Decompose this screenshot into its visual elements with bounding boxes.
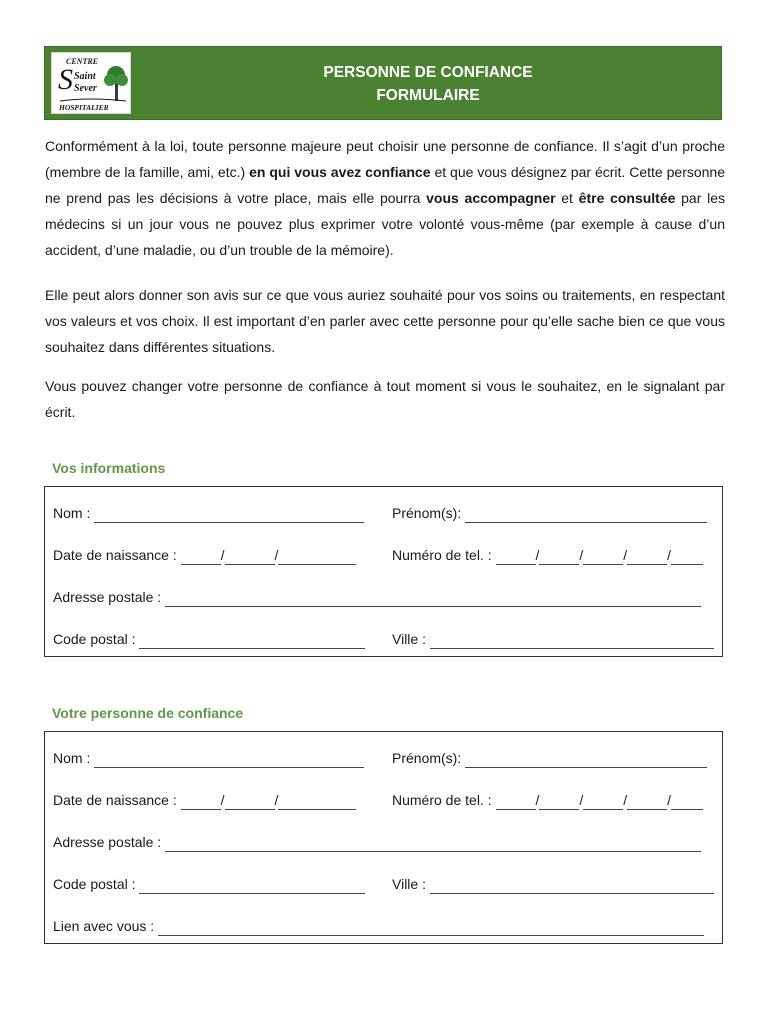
date-year-line[interactable] bbox=[278, 550, 356, 565]
ville-input-line[interactable] bbox=[430, 634, 714, 649]
tel-part-4[interactable] bbox=[627, 550, 667, 565]
field-confiance-nom[interactable]: Nom : bbox=[53, 748, 364, 768]
intro-paragraph-3: Vous pouvez changer votre personne de confiance à tout moment si vous le souhaitez, en le signalant par écrit. bbox=[45, 378, 725, 420]
field-date-naissance[interactable]: Date de naissance : / / bbox=[53, 545, 356, 565]
field-adresse[interactable]: Adresse postale : bbox=[53, 587, 701, 607]
tel-part-2[interactable] bbox=[539, 550, 579, 565]
field-telephone[interactable]: Numéro de tel. : / / / / bbox=[392, 545, 703, 565]
confiance-tel-part-2[interactable] bbox=[539, 795, 579, 810]
tel-part-3[interactable] bbox=[583, 550, 623, 565]
intro-paragraph-2: Elle peut alors donner son avis sur ce que vous auriez souhaité pour vos soins ou traitements, en respectant vos valeurs et vos choix. Il est important d’en parler avec cette personne pour qu’elle sache bien ce que vous souhaitez dans différentes situations. bbox=[45, 287, 725, 355]
field-confiance-telephone[interactable]: Numéro de tel. : / / / / bbox=[392, 790, 703, 810]
confiance-tel-part-1[interactable] bbox=[496, 795, 536, 810]
centre-hospitalier-logo bbox=[51, 52, 131, 114]
field-nom[interactable]: Nom : bbox=[53, 503, 364, 523]
intro-paragraph-1: Conformément à la loi, toute personne majeure peut choisir une personne de confiance. Il s’agit d’un proche (membre de la famille, ami, etc.) en qui vous avez confiance et que vous désignez par écrit. Cette personne ne prend pas les décisions à votre place, mais elle pourra vous accompagner et être consultée par les médecins si un jour vous ne pouvez plus exprimer votre volonté vous-même (par exemple à cause d’un accident, d’une maladie, ou d’un trouble de la mémoire). bbox=[45, 138, 725, 258]
field-confiance-prenom[interactable]: Prénom(s): bbox=[392, 748, 707, 768]
field-confiance-ville[interactable]: Ville : bbox=[392, 874, 714, 894]
logo-text-saint: Saint bbox=[74, 71, 96, 82]
form-header bbox=[44, 46, 722, 120]
nom-input-line[interactable] bbox=[94, 508, 364, 523]
logo-text-sever: Sever bbox=[74, 83, 97, 94]
tel-part-5[interactable] bbox=[671, 550, 703, 565]
confiance-tel-part-5[interactable] bbox=[671, 795, 703, 810]
field-confiance-code-postal[interactable]: Code postal : bbox=[53, 874, 365, 894]
confiance-date-month-line[interactable] bbox=[225, 795, 275, 810]
logo-text-centre: CENTRE bbox=[66, 57, 99, 66]
vos-informations-box bbox=[44, 486, 723, 657]
logo-graphic bbox=[52, 53, 130, 113]
prenom-input-line[interactable] bbox=[465, 508, 707, 523]
adresse-input-line[interactable] bbox=[165, 592, 701, 607]
field-confiance-adresse[interactable]: Adresse postale : bbox=[53, 832, 701, 852]
logo-text-hospitalier: HOSPITALIER bbox=[59, 103, 109, 112]
page-title bbox=[135, 61, 721, 107]
confiance-tel-part-3[interactable] bbox=[583, 795, 623, 810]
date-month-line[interactable] bbox=[225, 550, 275, 565]
confiance-ville-input-line[interactable] bbox=[430, 879, 714, 894]
personne-de-confiance-box bbox=[44, 731, 723, 944]
confiance-prenom-input-line[interactable] bbox=[465, 753, 707, 768]
date-day-line[interactable] bbox=[181, 550, 221, 565]
tel-part-1[interactable] bbox=[496, 550, 536, 565]
field-ville[interactable]: Ville : bbox=[392, 629, 714, 649]
code-postal-input-line[interactable] bbox=[139, 634, 365, 649]
section-title-personne-de-confiance: Votre personne de confiance bbox=[52, 705, 244, 721]
field-prenom[interactable]: Prénom(s): bbox=[392, 503, 707, 523]
field-code-postal[interactable]: Code postal : bbox=[53, 629, 365, 649]
confiance-date-year-line[interactable] bbox=[278, 795, 356, 810]
confiance-tel-part-4[interactable] bbox=[627, 795, 667, 810]
field-lien-avec-vous[interactable]: Lien avec vous : bbox=[53, 916, 704, 936]
svg-text:S: S bbox=[58, 63, 73, 96]
title-line-1: PERSONNE DE CONFIANCE bbox=[323, 64, 533, 81]
title-line-2: FORMULAIRE bbox=[376, 87, 480, 104]
section-title-vos-informations: Vos informations bbox=[52, 460, 166, 476]
field-confiance-date-naissance[interactable]: Date de naissance : / / bbox=[53, 790, 356, 810]
confiance-date-day-line[interactable] bbox=[181, 795, 221, 810]
confiance-code-postal-input-line[interactable] bbox=[139, 879, 365, 894]
confiance-nom-input-line[interactable] bbox=[94, 753, 364, 768]
confiance-adresse-input-line[interactable] bbox=[165, 837, 701, 852]
lien-input-line[interactable] bbox=[158, 921, 704, 936]
